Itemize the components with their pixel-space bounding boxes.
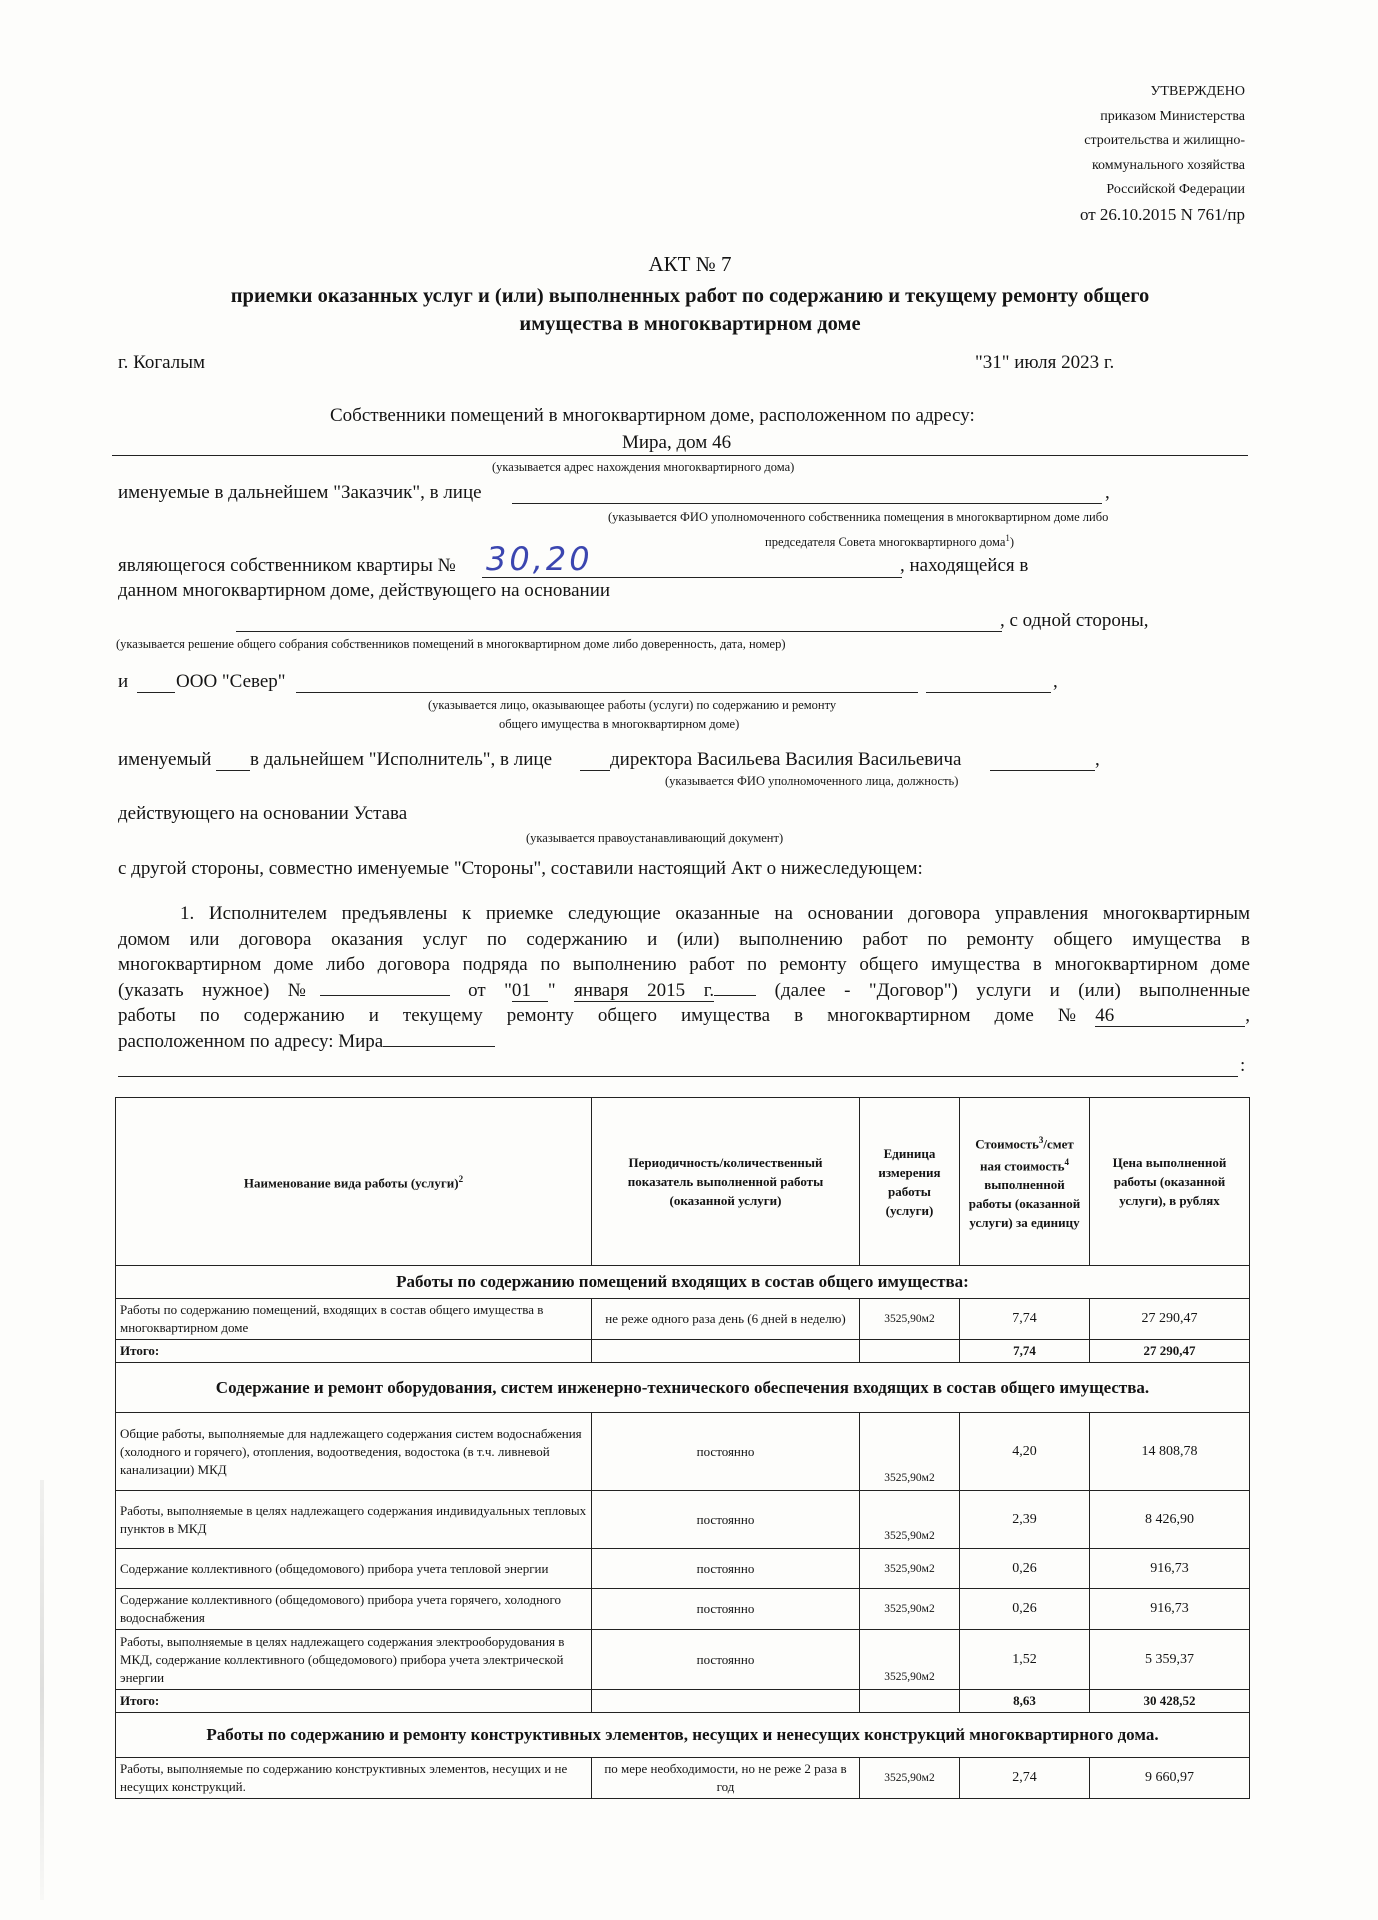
basis-text: данном многоквартирном доме, действующего на основании — [118, 580, 611, 601]
total-cost: 8,63 — [960, 1690, 1090, 1713]
contract-number-label: (указать нужное) № — [118, 979, 320, 1001]
header-cost — [960, 1098, 1090, 1266]
work-name: Работы, выполняемые по содержанию конструктивных элементов, несущих и не несущих конструкций. — [116, 1758, 592, 1799]
approval-stamp-block — [985, 80, 1245, 227]
contractor-underline-2 — [926, 692, 1051, 693]
header-name-text: Наименование вида работы (услуги) — [243, 1175, 459, 1191]
contractor-name: ООО "Север" — [176, 671, 286, 692]
customer-caption: (указывается ФИО уполномоченного собственника помещения в многоквартирном доме либо — [608, 510, 1109, 524]
basis-underline — [236, 631, 1002, 632]
contract-rest: (далее - "Договор") услуги и (или) выполненные — [774, 979, 1251, 1001]
executor-person: директора Васильева Василия Васильевича — [610, 749, 962, 770]
contract-date-label: от " — [468, 979, 512, 1001]
executor-blank — [216, 770, 250, 771]
act-title-line1: приемки оказанных услуг и (или) выполненных работ по содержанию и текущему ремонту общего — [230, 285, 1150, 307]
total-row — [116, 1340, 1250, 1363]
total-empty — [860, 1690, 960, 1713]
footnote-sup: 4 — [1064, 1157, 1069, 1167]
address-caption: (указывается адрес нахождения многоквартирного дома) — [492, 460, 795, 474]
work-period: постоянно — [592, 1413, 860, 1491]
work-name: Общие работы, выполняемые для надлежащего содержания систем водоснабжения (холодного и горячего), отопления, водоотведения, водостока (в т.ч. ливневой канализации) МКД — [116, 1413, 592, 1491]
works-table — [115, 1097, 1250, 1799]
approval-line: Российской Федерации — [1106, 182, 1245, 197]
executor-text-2: в дальнейшем "Исполнитель", в лице — [250, 749, 552, 770]
contractor-underline — [296, 692, 918, 693]
work-cost: 2,39 — [960, 1491, 1090, 1549]
work-unit: 3525,90м2 — [860, 1630, 960, 1690]
work-name: Работы по содержанию помещений, входящих в состав общего имущества в многоквартирном доме — [116, 1299, 592, 1340]
work-unit: 3525,90м2 — [860, 1758, 960, 1799]
table-row — [116, 1630, 1250, 1690]
total-price: 30 428,52 — [1090, 1690, 1250, 1713]
table-header-row — [116, 1098, 1250, 1266]
basis-caption: (указывается решение общего собрания собственников помещений в многоквартирном доме либо доверенность, дата, номер) — [116, 637, 786, 651]
owners-text: Собственники помещений в многоквартирном доме, расположенном по адресу: — [330, 405, 975, 426]
paragraph-line-address — [118, 1029, 1250, 1055]
address-blank — [383, 1046, 495, 1047]
header-period: Периодичность/количественный показатель выполненной работы (оказанной услуги) — [592, 1098, 860, 1266]
one-side-text: , с одной стороны, — [1000, 610, 1149, 631]
section-title: Содержание и ремонт оборудования, систем инженерно-технического обеспечения входящих в состав общего имущества. — [116, 1363, 1250, 1413]
contract-day: 01 — [512, 981, 548, 1002]
total-label: Итого: — [116, 1340, 592, 1363]
work-price: 8 426,90 — [1090, 1491, 1250, 1549]
paragraph-1 — [118, 901, 1250, 1054]
total-empty — [592, 1690, 860, 1713]
section-title: Работы по содержанию и ремонту конструктивных элементов, несущих и ненесущих конструкций многоквартирного дома. — [116, 1713, 1250, 1758]
work-cost: 1,52 — [960, 1630, 1090, 1690]
work-price: 5 359,37 — [1090, 1630, 1250, 1690]
header-unit: Единица измерения работы (услуги) — [860, 1098, 960, 1266]
house-label: работы по содержанию и текущему ремонту общего имущества в многоквартирном доме № — [118, 1005, 1096, 1026]
work-cost: 4,20 — [960, 1413, 1090, 1491]
table-row — [116, 1491, 1250, 1549]
work-price: 916,73 — [1090, 1589, 1250, 1630]
contract-month-year: января 2015 г. — [574, 979, 715, 1001]
scan-edge-shadow — [40, 1480, 44, 1900]
header-price: Цена выполненной работы (оказанной услуги), в рублях — [1090, 1098, 1250, 1266]
approval-line: коммунального хозяйства — [1091, 157, 1245, 173]
paragraph-line-house — [118, 1003, 1250, 1029]
work-name: Содержание коллективного (общедомового) прибора учета горячего, холодного водоснабжения — [116, 1589, 592, 1630]
contractor-lead-underline — [137, 692, 175, 693]
work-period: не реже одного раза день (6 дней в неделю) — [592, 1299, 860, 1340]
owner-apartment-text: являющегося собственником квартиры № — [118, 555, 456, 576]
section-header-row — [116, 1266, 1250, 1299]
total-empty — [592, 1340, 860, 1363]
paragraph-line-contract — [118, 978, 1250, 1004]
work-unit: 3525,90м2 — [860, 1299, 960, 1340]
paragraph-line: 1. Исполнителем предъявлены к приемке следующие оказанные на основании договора управления многоквартирным — [180, 903, 1250, 924]
executor-caption: (указывается ФИО уполномоченного лица, должность) — [665, 774, 959, 788]
act-title — [140, 282, 1240, 338]
approval-line: приказом Министерства — [1100, 108, 1245, 124]
approval-order-number: от 26.10.2015 N 761/пр — [1079, 204, 1245, 224]
header-cost-text: Стоимость — [975, 1136, 1039, 1151]
paragraph-line: домом или договора оказания услуг по содержанию и (или) выполнению работ по ремонту общего имущества в — [118, 928, 1250, 950]
header-cost-text-3: выполненной работы (оказанной услуги) за единицу — [968, 1177, 1081, 1231]
comma: , — [1245, 1005, 1250, 1026]
header-name — [116, 1098, 592, 1266]
work-period: постоянно — [592, 1589, 860, 1630]
total-label: Итого: — [116, 1690, 592, 1713]
owner-apartment-end: , находящейся в — [900, 555, 1029, 576]
total-empty — [860, 1340, 960, 1363]
act-date: "31" июля 2023 г. — [975, 352, 1115, 373]
executor-person-lead — [580, 770, 610, 771]
apartment-underline — [482, 577, 902, 578]
work-cost: 0,26 — [960, 1549, 1090, 1589]
apartment-number-handwritten: 30,20 — [486, 540, 593, 578]
act-number: АКТ № 7 — [648, 252, 732, 276]
paragraph-line: многоквартирном доме либо договора подряда по выполнению работ по ремонту общего имущества в многоквартирном доме — [118, 954, 1250, 975]
work-period: постоянно — [592, 1549, 860, 1589]
address-value: Мира, дом 46 — [622, 432, 732, 453]
table-row — [116, 1549, 1250, 1589]
work-price: 9 660,97 — [1090, 1758, 1250, 1799]
colon: : — [1240, 1055, 1246, 1076]
work-cost: 2,74 — [960, 1758, 1090, 1799]
work-name: Содержание коллективного (общедомового) прибора учета тепловой энергии — [116, 1549, 592, 1589]
acting-basis: действующего на основании Устава — [118, 803, 408, 824]
act-title-line2: имущества в многоквартирном доме — [519, 313, 861, 335]
customer-text: именуемые в дальнейшем "Заказчик", в лице — [118, 482, 482, 503]
work-price: 916,73 — [1090, 1549, 1250, 1589]
work-name: Работы, выполняемые в целях надлежащего содержания электрооборудования в МКД, содержание коллективного (общедомового) прибора учета электрической энергии — [116, 1630, 592, 1690]
work-price: 27 290,47 — [1090, 1299, 1250, 1340]
work-period: постоянно — [592, 1491, 860, 1549]
and-text: и — [118, 671, 129, 692]
city: г. Когалым — [118, 352, 206, 373]
work-unit: 3525,90м2 — [860, 1413, 960, 1491]
footnote-sup: 1 — [1005, 533, 1010, 543]
address-underline — [112, 455, 1248, 456]
work-unit: 3525,90м2 — [860, 1491, 960, 1549]
section-header-row — [116, 1713, 1250, 1758]
table-row — [116, 1589, 1250, 1630]
footnote-sup: 3 — [1038, 1134, 1044, 1145]
contract-blank — [714, 995, 756, 996]
comma: , — [1095, 749, 1100, 770]
table-row — [116, 1299, 1250, 1340]
quote-mark: " — [547, 979, 556, 1001]
contract-number-blank — [320, 995, 450, 996]
other-side-text: с другой стороны, совместно именуемые "Стороны", составили настоящий Акт о нижеследующем: — [118, 858, 923, 879]
customer-caption-2-text: председателя Совета многоквартирного дома — [765, 535, 1006, 550]
total-cost: 7,74 — [960, 1340, 1090, 1363]
work-name: Работы, выполняемые в целях надлежащего содержания индивидуальных тепловых пунктов в МКД — [116, 1491, 592, 1549]
table-row — [116, 1758, 1250, 1799]
footnote-sup: 2 — [458, 1174, 464, 1185]
executor-text: именуемый — [118, 749, 212, 770]
total-price: 27 290,47 — [1090, 1340, 1250, 1363]
contractor-caption: (указывается лицо, оказывающее работы (услуги) по содержанию и ремонту — [428, 698, 837, 712]
header-cost-text-2: /смет ная стоимость — [980, 1136, 1074, 1174]
approval-line: УТВЕРЖДЕНО — [1150, 84, 1245, 99]
customer-caption-2-end: ) — [1009, 535, 1015, 550]
address-full-underline — [118, 1076, 1238, 1077]
work-period: по мере необходимости, но не реже 2 раза в год — [592, 1758, 860, 1799]
acting-caption: (указывается правоустанавливающий документ) — [526, 831, 784, 845]
section-header-row — [116, 1363, 1250, 1413]
approval-line: строительства и жилищно- — [1084, 133, 1245, 148]
work-period: постоянно — [592, 1630, 860, 1690]
work-unit: 3525,90м2 — [860, 1549, 960, 1589]
customer-underline — [512, 503, 1102, 504]
table-row — [116, 1413, 1250, 1491]
work-cost: 7,74 — [960, 1299, 1090, 1340]
contractor-caption-2: общего имущества в многоквартирном доме) — [499, 717, 740, 731]
comma: , — [1105, 482, 1110, 503]
house-number: 46 — [1095, 1006, 1245, 1027]
total-row — [116, 1690, 1250, 1713]
work-cost: 0,26 — [960, 1589, 1090, 1630]
section-title: Работы по содержанию помещений входящих в состав общего имущества: — [116, 1266, 1250, 1299]
customer-caption-2 — [765, 533, 1014, 550]
work-unit: 3525,90м2 — [860, 1589, 960, 1630]
comma: , — [1053, 671, 1058, 692]
executor-person-underline — [990, 770, 1095, 771]
work-price: 14 808,78 — [1090, 1413, 1250, 1491]
address-label: расположенном по адресу: Мира — [118, 1030, 384, 1052]
